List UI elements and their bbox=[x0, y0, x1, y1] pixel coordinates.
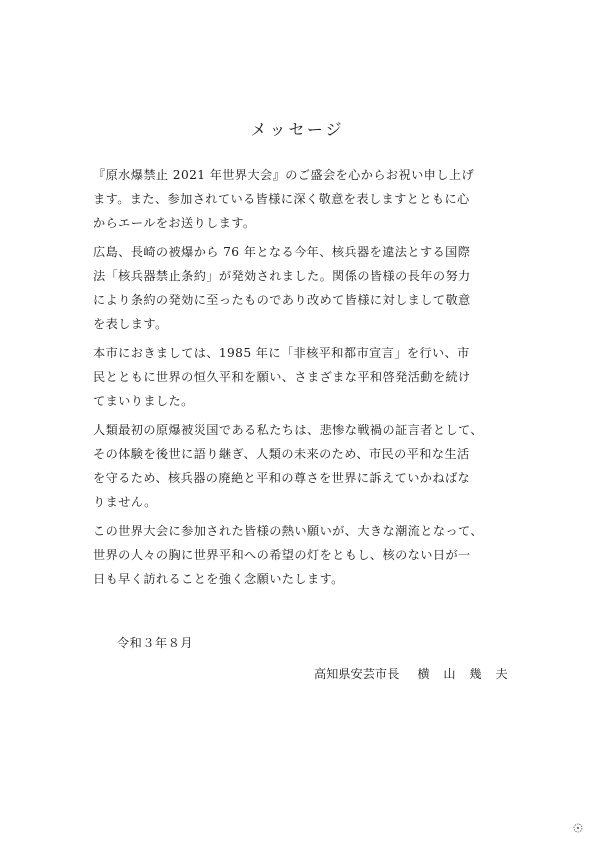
paragraph-line: 人類最初の原爆被災国である私たちは、悲惨な戦禍の証言者として、 bbox=[93, 423, 483, 437]
paragraph-line: 民とともに世界の恒久平和を願い、さまざまな平和啓発活動を続け bbox=[93, 370, 471, 384]
signature-name: 横 山 幾 夫 bbox=[417, 667, 513, 681]
signature-block bbox=[314, 665, 513, 682]
paragraph-line: 『原水爆禁止 2021 年世界大会』のご盛会を心からお祝い申し上げ bbox=[93, 168, 475, 182]
paragraph-2 bbox=[93, 240, 533, 336]
paragraph-line: により条約の発効に至ったものであり改めて皆様に対しまして敬意 bbox=[93, 293, 471, 307]
paragraph-line: この世界大会に参加された皆様の熱い願いが、大きな潮流となって、 bbox=[93, 524, 483, 538]
paragraph-1 bbox=[93, 163, 533, 235]
paragraph-line: を表します。 bbox=[93, 317, 168, 331]
paragraph-4 bbox=[93, 418, 533, 514]
paragraph-line: ます。また、参加されている皆様に深く敬意を表しますとともに心 bbox=[93, 192, 470, 206]
paragraph-3 bbox=[93, 341, 533, 413]
paragraph-line: を守るため、核兵器の廃絶と平和の尊さを世界に訴えていかねばな bbox=[93, 471, 471, 485]
signature-title: 高知県安芸市長 bbox=[314, 667, 400, 681]
paragraph-line: 本市におきましては、1985 年に「非核平和都市宣言」を行い、市 bbox=[93, 346, 470, 360]
document-date: 令和３年８月 bbox=[117, 636, 194, 650]
document-title: メッセージ bbox=[250, 120, 345, 139]
paragraph-line: 世界の人々の胸に世界平和への希望の灯をともし、核のない日が一 bbox=[93, 548, 471, 562]
scan-mark-icon bbox=[572, 822, 584, 834]
paragraph-5 bbox=[93, 519, 533, 591]
paragraph-line: てまいりました。 bbox=[93, 394, 194, 408]
paragraph-line: 日も早く訪れることを強く念願いたします。 bbox=[93, 572, 344, 586]
paragraph-line: 法「核兵器禁止条約」が発効されました。関係の皆様の長年の努力 bbox=[93, 269, 471, 283]
paragraph-line: りません。 bbox=[93, 495, 157, 509]
paragraph-line: からエールをお送りします。 bbox=[93, 216, 256, 230]
message-body bbox=[93, 163, 533, 591]
paragraph-line: 広島、長崎の被爆から 76 年となる今年、核兵器を違法とする国際 bbox=[93, 245, 471, 259]
paragraph-line: その体験を後世に語り継ぎ、人類の未来のため、市民の平和な生活 bbox=[93, 447, 470, 461]
